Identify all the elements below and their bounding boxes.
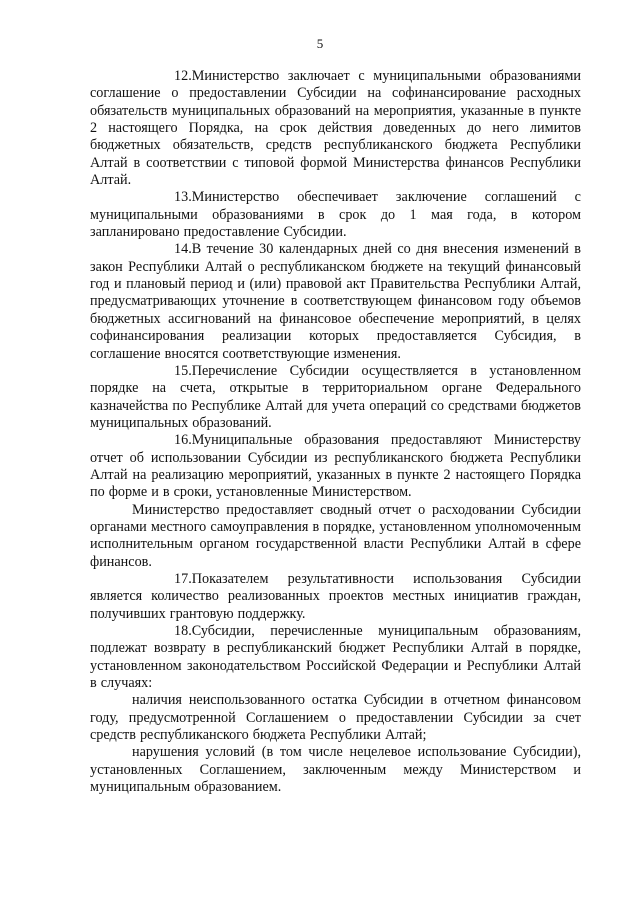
paragraph-18-case-1: [90, 692, 581, 744]
paragraph-text: Показателем результативности использования Субсидии является количество реализованных проектов местных инициатив граждан, получивших грантовую поддержку.: [90, 570, 581, 622]
paragraph-text: наличия неиспользованного остатка Субсидии в отчетном финансовом году, предусмотренной Соглашением о предоставлении Субсидии за счет средств республиканского бюджета Республики Алтай;: [90, 692, 581, 744]
paragraph-18-case-2: [90, 744, 581, 796]
paragraph-number: 17.: [174, 570, 192, 587]
paragraph-text: Субсидии, перечисленные муниципальным образованиям, подлежат возврату в республиканский бюджет Республики Алтай в порядке, установленном законодательством Российской Федерации и Республики Алтай в случаях:: [90, 623, 581, 692]
paragraph-number: 18.: [174, 623, 192, 639]
paragraph-15: [90, 363, 581, 432]
paragraph-16: [90, 432, 581, 501]
paragraph-number: 15.: [174, 362, 192, 379]
paragraph-text: нарушения условий (в том числе нецелевое использование Субсидии), установленных Соглашением, заключенным между Министерством и муниципальным образованием.: [90, 744, 581, 796]
paragraph-text: Министерство заключает с муниципальными образованиями соглашение о предоставлении Субсидии на софинансирование расходных обязательств муниципальных образований на мероприятия, указанные в пункте 2 настоящего Порядка, на срок действия доведенных до него лимитов бюджетных обязательств, средств республиканского бюджета Республики Алтай в соответствии с типовой формой Министерства финансов Республики Алтай.: [90, 68, 581, 189]
paragraph-text: Министерство предоставляет сводный отчет о расходовании Субсидии органами местного самоуправления в порядке, установленном уполномоченным исполнительным органом государственной власти Республики Алтай в сфере финансов.: [90, 501, 581, 570]
paragraph-18: [90, 623, 581, 692]
paragraph-13: [90, 189, 581, 241]
page-number: 5: [316, 36, 324, 51]
paragraph-17: [90, 571, 581, 623]
paragraph-number: 13.: [174, 189, 192, 206]
paragraph-number: 14.: [174, 241, 192, 258]
document-body: [90, 68, 581, 796]
paragraph-text: Министерство обеспечивает заключение соглашений с муниципальными образованиями в срок до 1 мая года, в котором запланировано предоставление Субсидии.: [90, 189, 581, 241]
paragraph-number: 16.: [174, 432, 192, 449]
paragraph-16-continued: [90, 502, 581, 571]
paragraph-14: [90, 241, 581, 362]
paragraph-text: Перечисление Субсидии осуществляется в установленном порядке на счета, открытые в территориальном органе Федерального казначейства по Республике Алтай для учета операций со средствами бюджетов муниципальных образований.: [90, 362, 581, 431]
paragraph-number: 12.: [174, 68, 192, 84]
paragraph-text: В течение 30 календарных дней со дня внесения изменений в закон Республики Алтай о республиканском бюджете на текущий финансовый год и плановый период и (или) правовой акт Правительства Республики Алтай, предусматривающих уточнение в соответствующем финансовом году объемов бюджетных ассигнований на финансовое обеспечение мероприятий, в целях софинансирования реализации которых предоставляется Субсидия, в соглашение вносятся соответствующие изменения.: [90, 241, 581, 362]
paragraph-12: [90, 68, 581, 189]
paragraph-text: Муниципальные образования предоставляют Министерству отчет об использовании Субсидии из республиканского бюджета Республики Алтай на реализацию мероприятий, указанных в пункте 2 настоящего Порядка по форме и в сроки, установленные Министерством.: [90, 432, 581, 501]
